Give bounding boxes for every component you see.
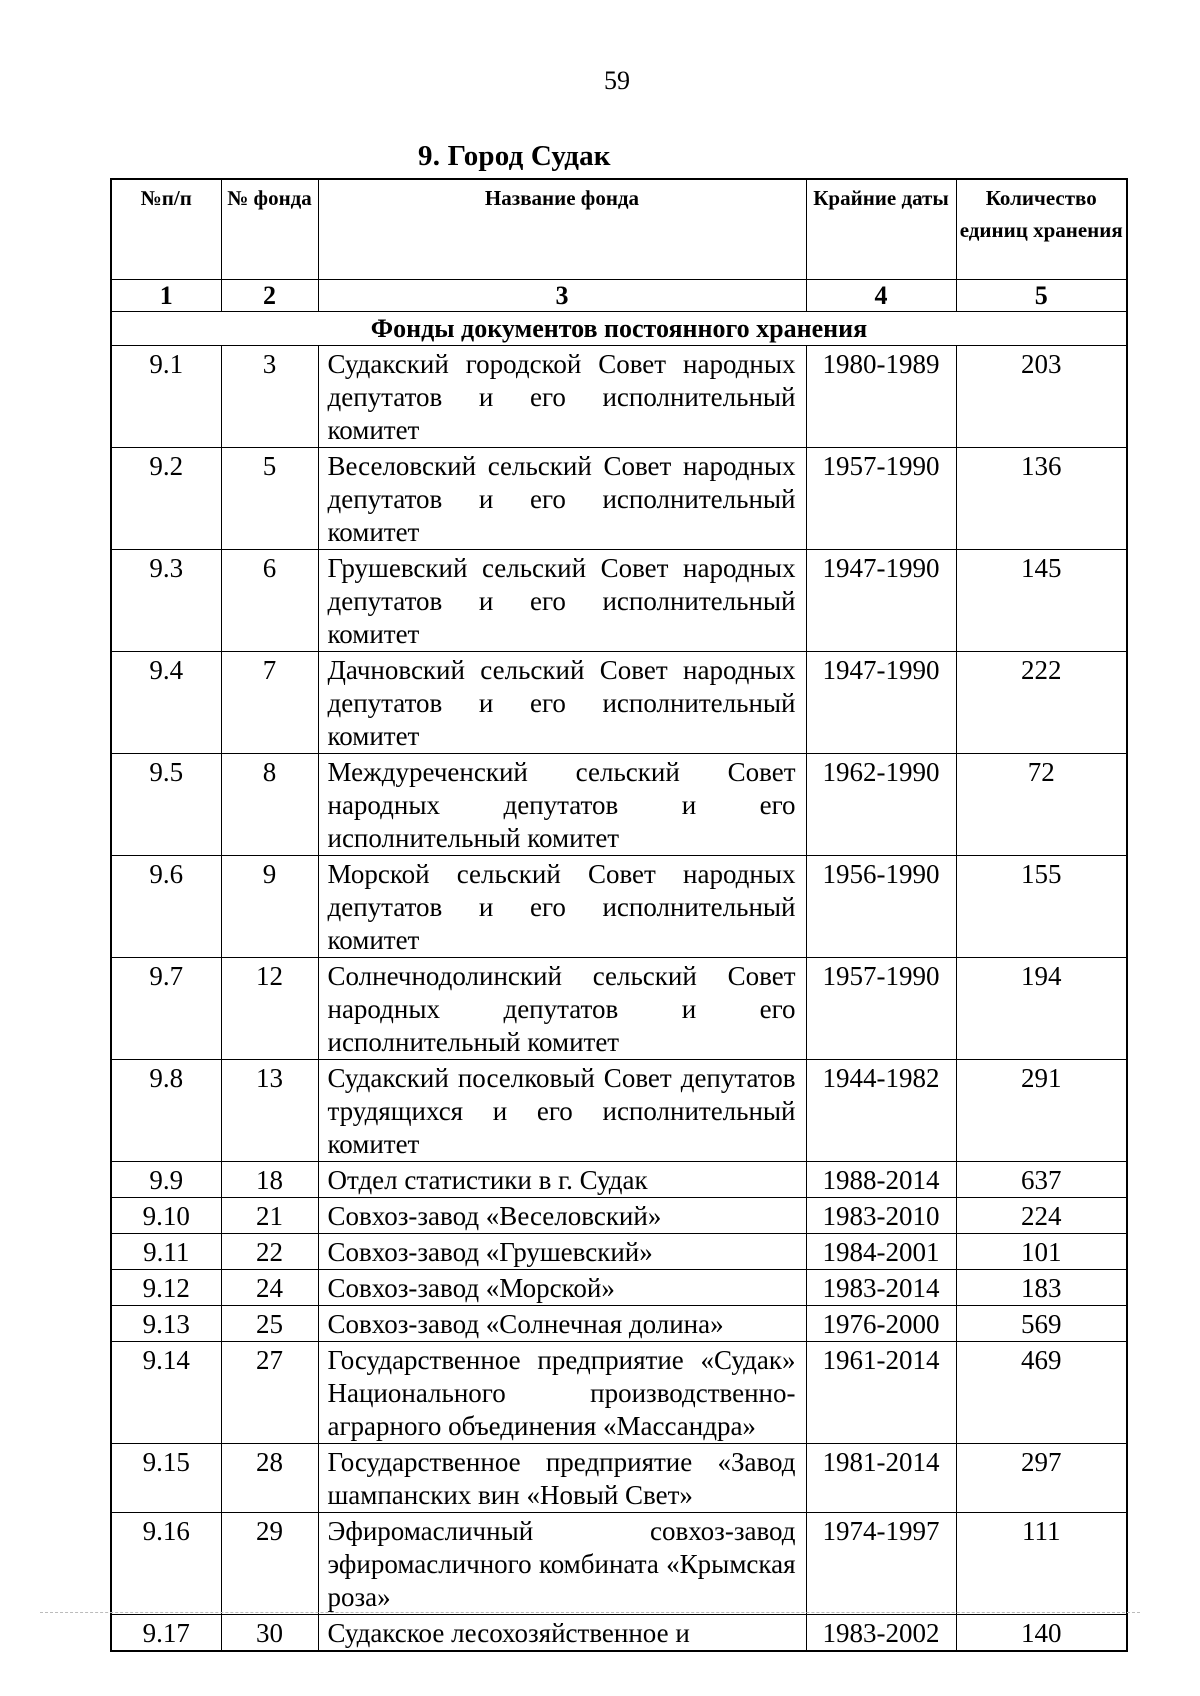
cell-fund-name: Солнечнодолинский сельский Совет народных депутатов и его исполнительный комитет [318,958,806,1060]
header-name: Название фонда [318,179,806,280]
scan-artifact-line [40,1612,1140,1613]
table-row [111,1162,1127,1198]
cell-fund-name: Совхоз-завод «Веселовский» [318,1198,806,1234]
cell-dates: 1983-2010 [806,1198,956,1234]
cell-number: 9.14 [111,1342,221,1444]
cell-dates: 1947-1990 [806,652,956,754]
cell-count: 297 [956,1444,1127,1513]
cell-count: 222 [956,652,1127,754]
header-count: Количество единиц хранения [956,179,1127,280]
cell-count: 637 [956,1162,1127,1198]
table-row [111,754,1127,856]
cell-fund-name: Отдел статистики в г. Судак [318,1162,806,1198]
cell-dates: 1957-1990 [806,448,956,550]
table-row [111,1615,1127,1652]
table-header-row [111,179,1127,280]
cell-fund-number: 8 [221,754,318,856]
cell-dates: 1961-2014 [806,1342,956,1444]
cell-dates: 1944-1982 [806,1060,956,1162]
cell-count: 469 [956,1342,1127,1444]
cell-number: 9.5 [111,754,221,856]
cell-fund-name: Судакский городской Совет народных депутатов и его исполнительный комитет [318,346,806,448]
cell-fund-name: Эфиромасличный совхоз-завод эфиромасличного комбината «Крымская роза» [318,1513,806,1615]
cell-count: 155 [956,856,1127,958]
cell-fund-number: 27 [221,1342,318,1444]
cell-dates: 1983-2002 [806,1615,956,1652]
cell-fund-name: Грушевский сельский Совет народных депутатов и его исполнительный комитет [318,550,806,652]
section-row [111,312,1127,346]
cell-number: 9.6 [111,856,221,958]
cell-fund-number: 22 [221,1234,318,1270]
cell-fund-number: 5 [221,448,318,550]
cell-fund-number: 24 [221,1270,318,1306]
cell-count: 72 [956,754,1127,856]
cell-dates: 1984-2001 [806,1234,956,1270]
cell-dates: 1988-2014 [806,1162,956,1198]
cell-fund-number: 18 [221,1162,318,1198]
header-fund: № фонда [221,179,318,280]
table-row [111,1234,1127,1270]
cell-fund-name: Дачновский сельский Совет народных депутатов и его исполнительный комитет [318,652,806,754]
page-number: 59 [604,66,630,95]
table-row [111,1060,1127,1162]
column-number: 5 [956,280,1127,312]
cell-number: 9.17 [111,1615,221,1652]
header-num: №п/п [111,179,221,280]
cell-dates: 1976-2000 [806,1306,956,1342]
column-number: 3 [318,280,806,312]
cell-fund-number: 3 [221,346,318,448]
cell-number: 9.13 [111,1306,221,1342]
cell-count: 291 [956,1060,1127,1162]
cell-fund-name: Междуреченский сельский Совет народных депутатов и его исполнительный комитет [318,754,806,856]
cell-dates: 1956-1990 [806,856,956,958]
cell-number: 9.7 [111,958,221,1060]
cell-number: 9.15 [111,1444,221,1513]
column-number: 1 [111,280,221,312]
column-number: 4 [806,280,956,312]
cell-fund-number: 25 [221,1306,318,1342]
cell-count: 111 [956,1513,1127,1615]
cell-count: 224 [956,1198,1127,1234]
table-row [111,1513,1127,1615]
cell-count: 203 [956,346,1127,448]
cell-number: 9.11 [111,1234,221,1270]
cell-count: 183 [956,1270,1127,1306]
cell-number: 9.3 [111,550,221,652]
cell-fund-name: Судакский поселковый Совет депутатов трудящихся и его исполнительный комитет [318,1060,806,1162]
cell-dates: 1957-1990 [806,958,956,1060]
cell-count: 194 [956,958,1127,1060]
cell-fund-name: Морской сельский Совет народных депутатов и его исполнительный комитет [318,856,806,958]
cell-fund-number: 30 [221,1615,318,1652]
cell-fund-number: 13 [221,1060,318,1162]
cell-fund-name: Государственное предприятие «Судак» Национального производственно-аграрного объединения «Массандра» [318,1342,806,1444]
cell-dates: 1981-2014 [806,1444,956,1513]
table-row [111,958,1127,1060]
table-row [111,448,1127,550]
cell-count: 136 [956,448,1127,550]
cell-number: 9.9 [111,1162,221,1198]
column-number-row [111,280,1127,312]
cell-number: 9.4 [111,652,221,754]
table-row [111,1270,1127,1306]
section-title: Фонды документов постоянного хранения [111,312,1127,346]
cell-fund-name: Государственное предприятие «Завод шампанских вин «Новый Свет» [318,1444,806,1513]
cell-dates: 1983-2014 [806,1270,956,1306]
cell-number: 9.16 [111,1513,221,1615]
table-row [111,652,1127,754]
cell-number: 9.2 [111,448,221,550]
table-row [111,1198,1127,1234]
cell-fund-number: 29 [221,1513,318,1615]
table-row [111,1306,1127,1342]
cell-fund-number: 9 [221,856,318,958]
cell-fund-number: 7 [221,652,318,754]
cell-dates: 1980-1989 [806,346,956,448]
column-number: 2 [221,280,318,312]
cell-fund-number: 12 [221,958,318,1060]
cell-fund-name: Совхоз-завод «Солнечная долина» [318,1306,806,1342]
header-dates: Крайние даты [806,179,956,280]
table-row [111,1444,1127,1513]
funds-table [110,178,1128,1652]
table-row [111,856,1127,958]
cell-number: 9.1 [111,346,221,448]
cell-dates: 1947-1990 [806,550,956,652]
cell-number: 9.12 [111,1270,221,1306]
cell-dates: 1974-1997 [806,1513,956,1615]
table-row [111,346,1127,448]
cell-number: 9.10 [111,1198,221,1234]
cell-fund-name: Веселовский сельский Совет народных депутатов и его исполнительный комитет [318,448,806,550]
cell-fund-number: 21 [221,1198,318,1234]
table-row [111,550,1127,652]
cell-dates: 1962-1990 [806,754,956,856]
cell-count: 569 [956,1306,1127,1342]
cell-fund-name: Судакское лесохозяйственное и [318,1615,806,1652]
table-row [111,1342,1127,1444]
cell-count: 101 [956,1234,1127,1270]
page-title: 9. Город Судак [418,140,611,172]
cell-count: 145 [956,550,1127,652]
cell-fund-number: 28 [221,1444,318,1513]
cell-count: 140 [956,1615,1127,1652]
cell-fund-name: Совхоз-завод «Морской» [318,1270,806,1306]
cell-fund-number: 6 [221,550,318,652]
cell-fund-name: Совхоз-завод «Грушевский» [318,1234,806,1270]
cell-number: 9.8 [111,1060,221,1162]
